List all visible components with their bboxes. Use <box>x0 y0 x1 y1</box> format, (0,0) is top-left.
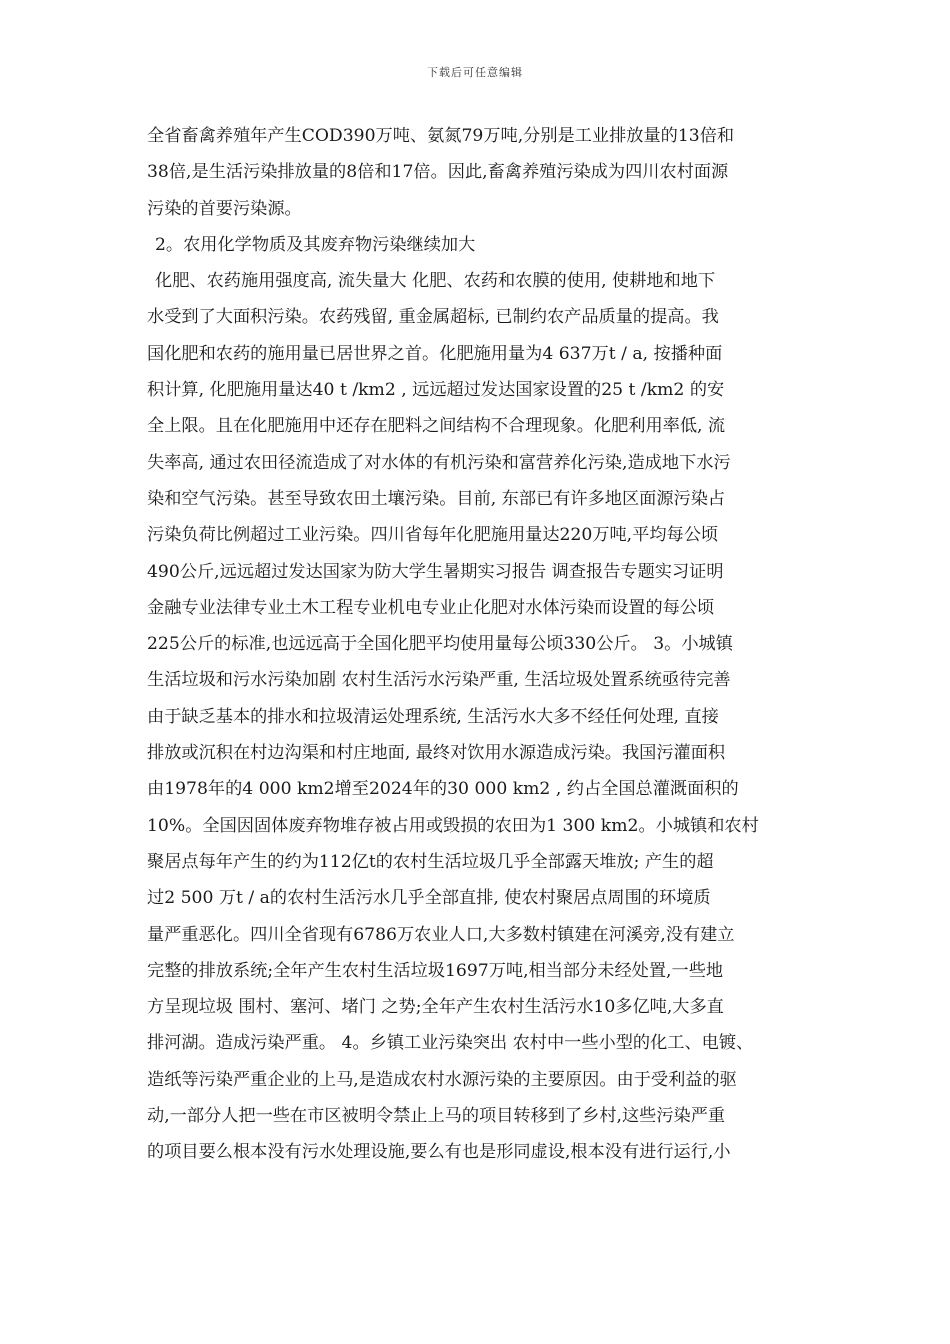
text-line: 225公斤的标准,也远远高于全国化肥平均使用量每公顷330公斤。 3。小城镇 <box>147 634 733 655</box>
text-line: 积计算, 化肥施用量达40 t /km2 , 远远超过发达国家设置的25 t /km2 的安 <box>147 380 725 401</box>
text-line: 污染的首要污染源。 <box>147 198 302 219</box>
text-line: 由1978年的4 000 km2增至2024年的30 000 km2 , 约占全国总灌溉面积的 <box>147 779 739 800</box>
text-line: 过2 500 万t / a的农村生活污水几乎全部直排, 使农村聚居点周围的环境质 <box>147 888 711 909</box>
text-line: 化肥、农药施用强度高, 流失量大 化肥、农药和农膜的使用, 使耕地和地下 <box>155 271 716 292</box>
text-line: 量严重恶化。四川全省现有6786万农业人口,大多数村镇建在河溪旁,没有建立 <box>147 924 735 945</box>
text-line: 38倍,是生活污染排放量的8倍和17倍。因此,畜禽养殖污染成为四川农村面源 <box>147 162 729 183</box>
text-line: 全省畜禽养殖年产生COD390万吨、氨氮79万吨,分别是工业排放量的13倍和 <box>147 126 735 146</box>
text-line: 排河湖。造成污染严重。 4。乡镇工业污染突出 农村中一些小型的化工、电镀、 <box>147 1033 754 1054</box>
text-line: 完整的排放系统;全年产生农村生活垃圾1697万吨,相当部分未经处置,一些地 <box>147 960 724 981</box>
text-line: 排放或沉积在村边沟渠和村庄地面, 最终对饮用水源造成污染。我国污灌面积 <box>147 743 726 764</box>
text-line: 方呈现垃圾 围村、塞河、堵门 之势;全年产生农村生活污水10多亿吨,大多直 <box>147 997 724 1018</box>
page-header: 下载后可任意编辑 <box>427 66 523 79</box>
text-line: 全上限。且在化肥施用中还存在肥料之间结构不合理现象。化肥利用率低, 流 <box>147 416 726 437</box>
text-line: 聚居点每年产生的约为112亿t的农村生活垃圾几乎全部露天堆放; 产生的超 <box>147 851 714 872</box>
text-line: 染和空气污染。甚至导致农田土壤污染。目前, 东部已有许多地区面源污染占 <box>147 488 726 509</box>
section-heading: 2。农用化学物质及其废弃物污染继续加大 <box>155 234 476 255</box>
text-line: 造纸等污染严重企业的上马,是造成农村水源污染的主要原因。由于受利益的驱 <box>147 1069 737 1090</box>
text-line: 490公斤,远远超过发达国家为防大学生暑期实习报告 调查报告专题实习证明 <box>147 561 724 582</box>
text-line: 动,一部分人把一些在市区被明令禁止上马的项目转移到了乡村,这些污染严重 <box>147 1106 726 1127</box>
text-line: 国化肥和农药的施用量已居世界之首。化肥施用量为4 637万t / a, 按播种面 <box>147 343 723 364</box>
text-line: 生活垃圾和污水污染加剧 农村生活污水污染严重, 生活垃圾处置系统亟待完善 <box>147 670 731 691</box>
text-line: 水受到了大面积污染。农药残留, 重金属超标, 已制约农产品质量的提高。我 <box>147 307 719 328</box>
text-line: 失率高, 通过农田径流造成了对水体的有机污染和富营养化污染,造成地下水污 <box>147 452 731 473</box>
text-line: 的项目要么根本没有污水处理设施,要么有也是形同虚设,根本没有进行运行,小 <box>147 1142 731 1163</box>
text-line: 金融专业法律专业土木工程专业机电专业止化肥对水体污染而设置的每公顷 <box>147 597 715 618</box>
document-body <box>147 118 807 1171</box>
text-line: 由于缺乏基本的排水和拉圾清运处理系统, 生活污水大多不经任何处理, 直接 <box>147 706 719 727</box>
text-line: 污染负荷比例超过工业污染。四川省每年化肥施用量达220万吨,平均每公顷 <box>147 525 719 546</box>
text-line: 10%。全国因固体废弃物堆存被占用或毁损的农田为1 300 km2。小城镇和农村 <box>147 815 759 836</box>
